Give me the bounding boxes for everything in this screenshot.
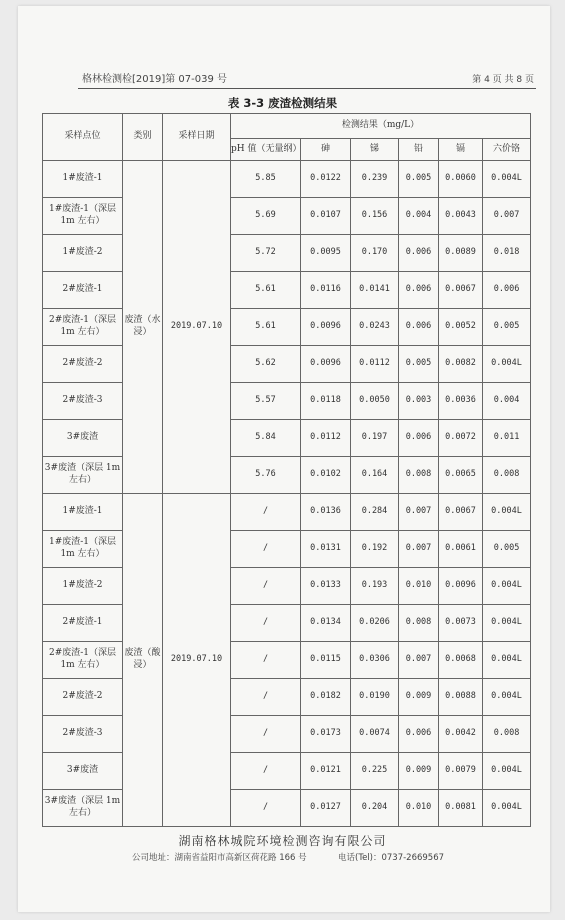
lead-cell: 0.005 <box>399 161 439 198</box>
ph-cell: 5.85 <box>231 161 301 198</box>
table-row <box>43 346 531 383</box>
location-cell: 2#废渣-2 <box>43 346 123 383</box>
category-cell: 废渣（水浸） <box>123 161 163 494</box>
cr6-cell: 0.004L <box>483 753 531 790</box>
lead-cell: 0.006 <box>399 716 439 753</box>
lead-cell: 0.008 <box>399 605 439 642</box>
col-header-results: 检测结果（mg/L） <box>231 114 531 139</box>
ph-cell: 5.84 <box>231 420 301 457</box>
cadmium-cell: 0.0081 <box>439 790 483 827</box>
table-row <box>43 161 531 198</box>
arsenic-cell: 0.0096 <box>301 346 351 383</box>
cadmium-cell: 0.0067 <box>439 272 483 309</box>
tin-cell: 0.204 <box>351 790 399 827</box>
location-cell: 2#废渣-1（深层 1m 左右） <box>43 309 123 346</box>
location-cell: 1#废渣-1（深层 1m 左右） <box>43 198 123 235</box>
ph-cell: / <box>231 642 301 679</box>
arsenic-cell: 0.0127 <box>301 790 351 827</box>
table-caption: 表 3-3 废渣检测结果 <box>227 96 338 110</box>
header-rule <box>78 88 536 89</box>
ph-cell: / <box>231 753 301 790</box>
ph-cell: 5.57 <box>231 383 301 420</box>
cadmium-cell: 0.0082 <box>439 346 483 383</box>
table-row <box>43 457 531 494</box>
lead-cell: 0.009 <box>399 679 439 716</box>
arsenic-cell: 0.0107 <box>301 198 351 235</box>
tin-cell: 0.0206 <box>351 605 399 642</box>
ph-cell: 5.61 <box>231 309 301 346</box>
arsenic-cell: 0.0133 <box>301 568 351 605</box>
tin-cell: 0.0243 <box>351 309 399 346</box>
col-header-arsenic: 砷 <box>301 139 351 161</box>
tin-cell: 0.164 <box>351 457 399 494</box>
location-cell: 1#废渣-2 <box>43 235 123 272</box>
arsenic-cell: 0.0136 <box>301 494 351 531</box>
ph-cell: 5.61 <box>231 272 301 309</box>
cr6-cell: 0.004L <box>483 790 531 827</box>
table-row <box>43 309 531 346</box>
cr6-cell: 0.006 <box>483 272 531 309</box>
cadmium-cell: 0.0068 <box>439 642 483 679</box>
cr6-cell: 0.008 <box>483 457 531 494</box>
table-row <box>43 531 531 568</box>
ph-cell: / <box>231 790 301 827</box>
cr6-cell: 0.005 <box>483 309 531 346</box>
tin-cell: 0.0190 <box>351 679 399 716</box>
lead-cell: 0.006 <box>399 420 439 457</box>
location-cell: 2#废渣-3 <box>43 383 123 420</box>
table-row <box>43 494 531 531</box>
table-row <box>43 753 531 790</box>
arsenic-cell: 0.0122 <box>301 161 351 198</box>
arsenic-cell: 0.0095 <box>301 235 351 272</box>
table-row <box>43 642 531 679</box>
cadmium-cell: 0.0089 <box>439 235 483 272</box>
table-row <box>43 198 531 235</box>
location-cell: 2#废渣-1 <box>43 605 123 642</box>
category-cell: 废渣（酸浸） <box>123 494 163 827</box>
page-info: 第 4 页 共 8 页 <box>472 75 534 85</box>
cadmium-cell: 0.0061 <box>439 531 483 568</box>
lead-cell: 0.006 <box>399 309 439 346</box>
lead-cell: 0.007 <box>399 494 439 531</box>
cadmium-cell: 0.0042 <box>439 716 483 753</box>
tin-cell: 0.170 <box>351 235 399 272</box>
lead-cell: 0.003 <box>399 383 439 420</box>
ph-cell: 5.76 <box>231 457 301 494</box>
report-number: 格林检测检[2019]第 07-039 号 <box>82 74 228 85</box>
col-header-ph: pH 值（无量纲） <box>231 139 301 161</box>
ph-cell: / <box>231 531 301 568</box>
lead-cell: 0.008 <box>399 457 439 494</box>
location-cell: 1#废渣-2 <box>43 568 123 605</box>
arsenic-cell: 0.0102 <box>301 457 351 494</box>
cr6-cell: 0.004L <box>483 642 531 679</box>
tin-cell: 0.192 <box>351 531 399 568</box>
cr6-cell: 0.008 <box>483 716 531 753</box>
lead-cell: 0.010 <box>399 568 439 605</box>
arsenic-cell: 0.0116 <box>301 272 351 309</box>
location-cell: 3#废渣（深层 1m 左右） <box>43 457 123 494</box>
lead-cell: 0.010 <box>399 790 439 827</box>
tin-cell: 0.193 <box>351 568 399 605</box>
cr6-cell: 0.011 <box>483 420 531 457</box>
cadmium-cell: 0.0043 <box>439 198 483 235</box>
location-cell: 3#废渣 <box>43 420 123 457</box>
ph-cell: / <box>231 568 301 605</box>
location-cell: 3#废渣 <box>43 753 123 790</box>
lead-cell: 0.007 <box>399 642 439 679</box>
tin-cell: 0.197 <box>351 420 399 457</box>
cadmium-cell: 0.0079 <box>439 753 483 790</box>
cadmium-cell: 0.0073 <box>439 605 483 642</box>
arsenic-cell: 0.0121 <box>301 753 351 790</box>
col-header-cadmium: 镉 <box>439 139 483 161</box>
location-cell: 1#废渣-1（深层 1m 左右） <box>43 531 123 568</box>
table-row <box>43 568 531 605</box>
col-header-location: 采样点位 <box>43 114 123 161</box>
ph-cell: 5.72 <box>231 235 301 272</box>
arsenic-cell: 0.0131 <box>301 531 351 568</box>
arsenic-cell: 0.0182 <box>301 679 351 716</box>
arsenic-cell: 0.0118 <box>301 383 351 420</box>
tin-cell: 0.225 <box>351 753 399 790</box>
tin-cell: 0.0306 <box>351 642 399 679</box>
arsenic-cell: 0.0112 <box>301 420 351 457</box>
company-address: 公司地址：湖南省益阳市高新区荷花路 166 号 <box>132 853 307 863</box>
cr6-cell: 0.004L <box>483 568 531 605</box>
cadmium-cell: 0.0072 <box>439 420 483 457</box>
table-row <box>43 383 531 420</box>
col-header-date: 采样日期 <box>163 114 231 161</box>
date-cell: 2019.07.10 <box>163 494 231 827</box>
cadmium-cell: 0.0052 <box>439 309 483 346</box>
location-cell: 2#废渣-2 <box>43 679 123 716</box>
cr6-cell: 0.007 <box>483 198 531 235</box>
cr6-cell: 0.004L <box>483 494 531 531</box>
location-cell: 3#废渣（深层 1m 左右） <box>43 790 123 827</box>
company-name: 湖南格林城院环境检测咨询有限公司 <box>178 834 387 848</box>
ph-cell: / <box>231 605 301 642</box>
lead-cell: 0.009 <box>399 753 439 790</box>
lead-cell: 0.007 <box>399 531 439 568</box>
cr6-cell: 0.005 <box>483 531 531 568</box>
arsenic-cell: 0.0115 <box>301 642 351 679</box>
lead-cell: 0.004 <box>399 198 439 235</box>
cadmium-cell: 0.0088 <box>439 679 483 716</box>
table-row <box>43 272 531 309</box>
lead-cell: 0.006 <box>399 235 439 272</box>
location-cell: 2#废渣-1（深层 1m 左右） <box>43 642 123 679</box>
date-cell: 2019.07.10 <box>163 161 231 494</box>
tin-cell: 0.0141 <box>351 272 399 309</box>
col-header-tin: 锑 <box>351 139 399 161</box>
table-row <box>43 235 531 272</box>
cadmium-cell: 0.0036 <box>439 383 483 420</box>
lead-cell: 0.005 <box>399 346 439 383</box>
table-row <box>43 716 531 753</box>
cadmium-cell: 0.0096 <box>439 568 483 605</box>
tin-cell: 0.284 <box>351 494 399 531</box>
tin-cell: 0.156 <box>351 198 399 235</box>
col-header-cr6: 六价铬 <box>483 139 531 161</box>
location-cell: 2#废渣-1 <box>43 272 123 309</box>
ph-cell: / <box>231 494 301 531</box>
ph-cell: 5.69 <box>231 198 301 235</box>
cadmium-cell: 0.0067 <box>439 494 483 531</box>
table-row <box>43 605 531 642</box>
ph-cell: / <box>231 716 301 753</box>
results-body <box>43 161 531 827</box>
cadmium-cell: 0.0065 <box>439 457 483 494</box>
tin-cell: 0.0112 <box>351 346 399 383</box>
location-cell: 1#废渣-1 <box>43 494 123 531</box>
tin-cell: 0.239 <box>351 161 399 198</box>
cr6-cell: 0.004L <box>483 161 531 198</box>
location-cell: 2#废渣-3 <box>43 716 123 753</box>
arsenic-cell: 0.0173 <box>301 716 351 753</box>
cr6-cell: 0.004L <box>483 346 531 383</box>
cr6-cell: 0.018 <box>483 235 531 272</box>
tin-cell: 0.0050 <box>351 383 399 420</box>
cadmium-cell: 0.0060 <box>439 161 483 198</box>
lead-cell: 0.006 <box>399 272 439 309</box>
cr6-cell: 0.004 <box>483 383 531 420</box>
arsenic-cell: 0.0134 <box>301 605 351 642</box>
cr6-cell: 0.004L <box>483 679 531 716</box>
results-table <box>42 113 531 827</box>
arsenic-cell: 0.0096 <box>301 309 351 346</box>
table-row <box>43 679 531 716</box>
cr6-cell: 0.004L <box>483 605 531 642</box>
ph-cell: / <box>231 679 301 716</box>
company-phone: 电话(Tel)：0737-2669567 <box>338 853 445 863</box>
ph-cell: 5.62 <box>231 346 301 383</box>
table-row <box>43 420 531 457</box>
col-header-category: 类别 <box>123 114 163 161</box>
table-row <box>43 790 531 827</box>
tin-cell: 0.0074 <box>351 716 399 753</box>
col-header-lead: 铅 <box>399 139 439 161</box>
location-cell: 1#废渣-1 <box>43 161 123 198</box>
